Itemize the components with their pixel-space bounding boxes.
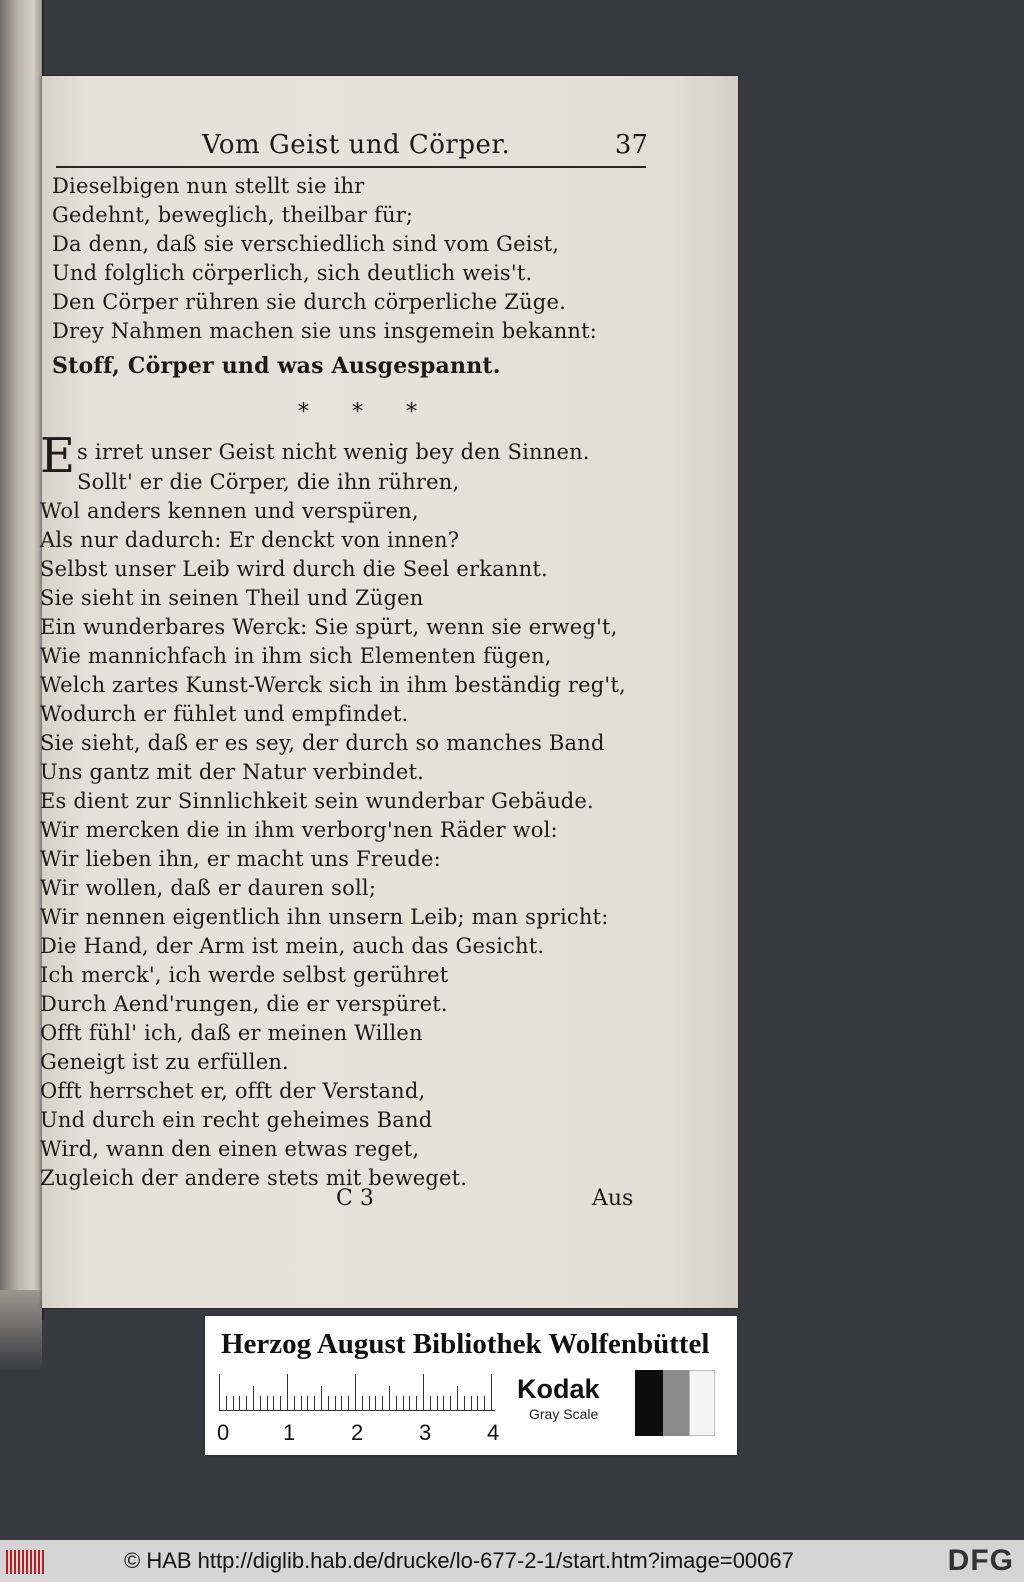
ruler-tick — [280, 1396, 281, 1410]
ruler-tick — [239, 1396, 240, 1410]
ruler-tick — [314, 1396, 315, 1410]
ruler-tick — [464, 1396, 465, 1410]
ruler-number: 4 — [487, 1420, 500, 1445]
verse-line: Selbst unser Leib wird durch die Seel erkannt. — [40, 557, 548, 581]
page-footer — [336, 1186, 634, 1211]
ruler-tick — [301, 1396, 302, 1410]
ruler-tick — [369, 1396, 370, 1410]
ruler-tick — [321, 1386, 322, 1410]
verse-line: Sie sieht in seinen Theil und Zügen — [40, 586, 424, 610]
gray-scale-label: Gray Scale — [529, 1406, 599, 1422]
running-title: Vom Geist und Cörper. — [202, 130, 511, 160]
verse-line: Drey Nahmen machen sie uns insgemein bekannt: — [52, 319, 598, 343]
running-header — [56, 126, 656, 168]
ruler-tick — [375, 1396, 376, 1410]
ruler-tick — [443, 1396, 444, 1410]
ruler-tick — [416, 1396, 417, 1410]
section-asterisks: * * * — [298, 400, 435, 425]
ruler-tick — [294, 1396, 295, 1410]
verse-line: Wie mannichfach in ihm sich Elementen fügen, — [40, 644, 552, 668]
ruler-tick — [457, 1386, 458, 1410]
ruler-tick — [226, 1396, 227, 1410]
ruler-tick — [477, 1396, 478, 1410]
verse-line: Und durch ein recht geheimes Band — [40, 1108, 433, 1132]
verse-line: Als nur dadurch: Er denckt von innen? — [40, 528, 460, 552]
ruler-tick — [348, 1396, 349, 1410]
verse-line: Geneigt ist zu erfüllen. — [40, 1050, 289, 1074]
ruler-tick — [484, 1396, 485, 1410]
ruler-tick — [389, 1386, 390, 1410]
verse-line-emphasis: Stoff, Cörper und was Ausgespannt. — [52, 353, 501, 379]
ruler-tick — [491, 1374, 492, 1410]
verse-line: Welch zartes Kunst-Werck sich in ihm beständig reg't, — [40, 673, 626, 697]
verse-line: Durch Aend'rungen, die er verspüret. — [40, 992, 448, 1016]
drop-cap: E — [40, 428, 76, 484]
dfg-logo: DFG — [947, 1544, 1014, 1577]
ruler-tick — [267, 1396, 268, 1410]
page-number: 37 — [614, 130, 648, 160]
color-calibration-card — [205, 1316, 737, 1455]
ruler-tick — [403, 1396, 404, 1410]
ruler-tick — [328, 1396, 329, 1410]
verse-line: s irret unser Geist nicht wenig bey den Sinnen. — [77, 440, 590, 464]
ruler-tick — [382, 1396, 383, 1410]
verse-line: Dieselbigen nun stellt sie ihr — [52, 174, 365, 198]
ruler-numbers — [217, 1420, 507, 1444]
ruler-tick — [233, 1396, 234, 1410]
hab-logo-icon — [6, 1550, 44, 1574]
ruler-tick — [287, 1374, 288, 1410]
verse-line: Zugleich der andere stets mit beweget. — [40, 1166, 468, 1190]
ruler-tick — [355, 1374, 356, 1410]
verse-line: Wird, wann den einen etwas reget, — [40, 1137, 420, 1161]
verse-line: Uns gantz mit der Natur verbindet. — [40, 760, 425, 784]
swatch-black — [635, 1370, 663, 1436]
verse-line: Den Cörper rühren sie durch cörperliche Züge. — [52, 290, 566, 314]
verse-line: Sie sieht, daß er es sey, der durch so manches Band — [40, 731, 605, 755]
header-rule — [56, 166, 646, 168]
verse-line: Wir wollen, daß er dauren soll; — [40, 876, 377, 900]
signature-mark: C 3 — [336, 1186, 374, 1211]
ruler-tick — [246, 1396, 247, 1410]
verse-line: Ein wunderbares Werck: Sie spürt, wenn sie erweg't, — [40, 615, 618, 639]
verse-line: Wol anders kennen und verspüren, — [40, 499, 419, 523]
ruler-number: 1 — [283, 1420, 296, 1445]
ruler-tick — [430, 1396, 431, 1410]
ruler-tick — [335, 1396, 336, 1410]
ruler-tick — [219, 1374, 220, 1410]
kodak-logo: Kodak — [517, 1374, 600, 1404]
verse-line: Sollt' er die Cörper, die ihn rühren, — [77, 470, 460, 494]
ruler-tick — [362, 1396, 363, 1410]
ruler-tick — [437, 1396, 438, 1410]
gray-swatches — [635, 1370, 715, 1436]
library-name: Herzog August Bibliothek Wolfenbüttel — [221, 1328, 710, 1360]
ruler-baseline — [219, 1410, 495, 1411]
ruler-number: 0 — [217, 1420, 230, 1445]
ruler-tick — [409, 1396, 410, 1410]
ruler-tick — [253, 1386, 254, 1410]
page-edge-shadow — [0, 1290, 42, 1370]
verse-line: Offt fühl' ich, daß er meinen Willen — [40, 1021, 423, 1045]
ruler-tick — [450, 1396, 451, 1410]
verse-line: Es dient zur Sinnlichkeit sein wunderbar Gebäude. — [40, 789, 594, 813]
stanza-1 — [52, 172, 597, 381]
copyright-bar — [0, 1540, 1024, 1582]
scale-ruler — [219, 1374, 497, 1414]
verse-line: Die Hand, der Arm ist mein, auch das Gesicht. — [40, 934, 545, 958]
verse-line: Da denn, daß sie verschiedlich sind vom Geist, — [52, 232, 560, 256]
swatch-gray — [663, 1370, 689, 1436]
ruler-tick — [471, 1396, 472, 1410]
ruler-tick — [423, 1374, 424, 1410]
swatch-white — [689, 1370, 715, 1436]
verse-line: Wir mercken die in ihm verborg'nen Räder wol: — [40, 818, 558, 842]
ruler-tick — [341, 1396, 342, 1410]
copyright-link[interactable]: © HAB http://diglib.hab.de/drucke/lo-677-2-1/start.htm?image=00067 — [124, 1548, 794, 1573]
verse-line: Offt herrschet er, offt der Verstand, — [40, 1079, 426, 1103]
ruler-tick — [260, 1396, 261, 1410]
ruler-tick — [273, 1396, 274, 1410]
verse-line: Wir lieben ihn, er macht uns Freude: — [40, 847, 441, 871]
ruler-tick — [307, 1396, 308, 1410]
ruler-number: 3 — [419, 1420, 432, 1445]
verse-line: Wir nennen eigentlich ihn unsern Leib; man spricht: — [40, 905, 609, 929]
verse-line: Gedehnt, beweglich, theilbar für; — [52, 203, 414, 227]
ruler-number: 2 — [351, 1420, 364, 1445]
ruler-tick — [396, 1396, 397, 1410]
previous-page-edge — [0, 0, 44, 1320]
verse-line: Und folglich cörperlich, sich deutlich weis't. — [52, 261, 533, 285]
verse-line: Wodurch er fühlet und empfindet. — [40, 702, 409, 726]
catchword: Aus — [592, 1186, 634, 1211]
stanza-2 — [40, 428, 626, 1193]
verse-line: Ich merck', ich werde selbst gerühret — [40, 963, 449, 987]
